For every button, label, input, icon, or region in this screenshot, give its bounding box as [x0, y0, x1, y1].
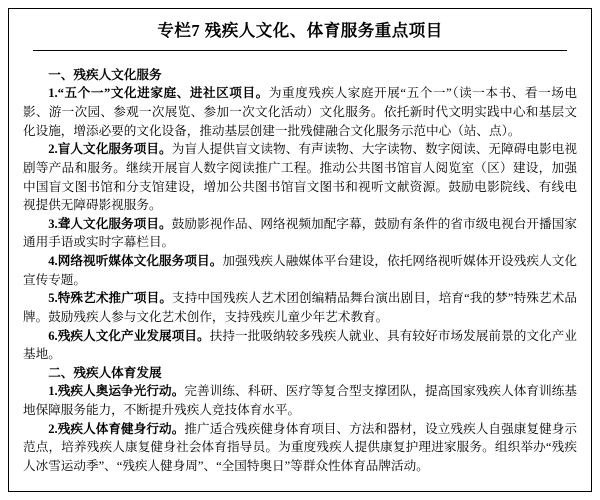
paragraph	[23, 140, 577, 215]
title-divider	[33, 50, 567, 51]
paragraph-text: 推广适合残疾健身体育项目、方法和器材，设立残疾人自强康复健身示范点，培养残疾人康复健身社会体育指导员。为重度残疾人提供康复护理进家服务。组织举办“残疾人冰雪运动季”、“残疾人健身周”、“全国特奥日”等群众性体育品牌活动。	[23, 421, 578, 473]
paragraph-lead: 1.残疾人奥运争光行动。	[48, 384, 185, 399]
paragraph	[23, 289, 577, 326]
paragraph-lead: 3.聋人文化服务项目。	[48, 216, 172, 231]
section-heading-culture: 一、残疾人文化服务	[48, 67, 162, 82]
paragraph	[23, 382, 577, 419]
paragraph	[23, 420, 577, 476]
title-area	[9, 9, 591, 59]
paragraph-text: 扶持一批吸纳较多残疾人就业、具有较好市场发展前景的文化产业基地。	[23, 328, 577, 362]
paragraph	[23, 327, 577, 364]
paragraph-text: 鼓励影视作品、网络视频加配字幕，鼓励有条件的省市级电视台开播国家通用手语或实时字幕栏目。	[23, 216, 577, 250]
page-title: 专栏7 残疾人文化、体育服务重点项目	[157, 21, 443, 40]
paragraph-lead: 1.“五个一”文化进家庭、进社区项目。	[48, 86, 269, 101]
section-heading-sports: 二、残疾人体育发展	[48, 365, 162, 380]
paragraph-lead: 5.特殊艺术推广项目。	[48, 291, 173, 306]
document-content	[9, 59, 591, 476]
paragraph-text: 支持中国残疾人艺术团创编精品舞台演出剧目，培育“我的梦”特殊艺术品牌。鼓励残疾人参与文化艺术创作，支持残疾儿童少年艺术教育。	[23, 291, 577, 324]
paragraph-lead: 2.盲人文化服务项目。	[48, 142, 172, 157]
paragraph-text: 为重度残疾人家庭开展“五个一”（读一本书、看一场电影、游一次园、参观一次展览、参加一次文化活动）文化服务。依托新时代文明实践中心和基层文化设施，增添必要的文化设备，推动基层创建一批残健融合文化服务示范中心（站、点）。	[23, 86, 577, 138]
paragraph	[23, 215, 577, 252]
paragraph-text: 完善训练、科研、医疗等复合型支撑团队，提高国家残疾人体育训练基地保障服务能力，不断提升残疾人竞技体育水平。	[23, 384, 578, 418]
feature-box	[8, 8, 592, 492]
paragraph-lead: 2.残疾人体育健身行动。	[48, 421, 185, 436]
paragraph-text: 加强残疾人融媒体平台建设，依托网络视听媒体开设残疾人文化宣传专题。	[23, 254, 578, 287]
paragraph-lead: 6.残疾人文化产业发展项目。	[48, 328, 210, 343]
paragraph-lead: 4.网络视听媒体文化服务项目。	[48, 254, 223, 269]
paragraph	[23, 252, 577, 289]
paragraph	[23, 84, 577, 140]
paragraph-text: 为盲人提供盲文读物、有声读物、大字读物、数字阅读、无障碍电影电视剧等产品和服务。继续开展盲人数字阅读推广工程。推动公共图书馆盲人阅览室（区）建设，加强中国盲文图书馆和分支馆建设，增加公共图书馆盲文图书和视听文献资源。鼓励电影院线、有线电视提供无障碍影视服务。	[23, 142, 577, 213]
